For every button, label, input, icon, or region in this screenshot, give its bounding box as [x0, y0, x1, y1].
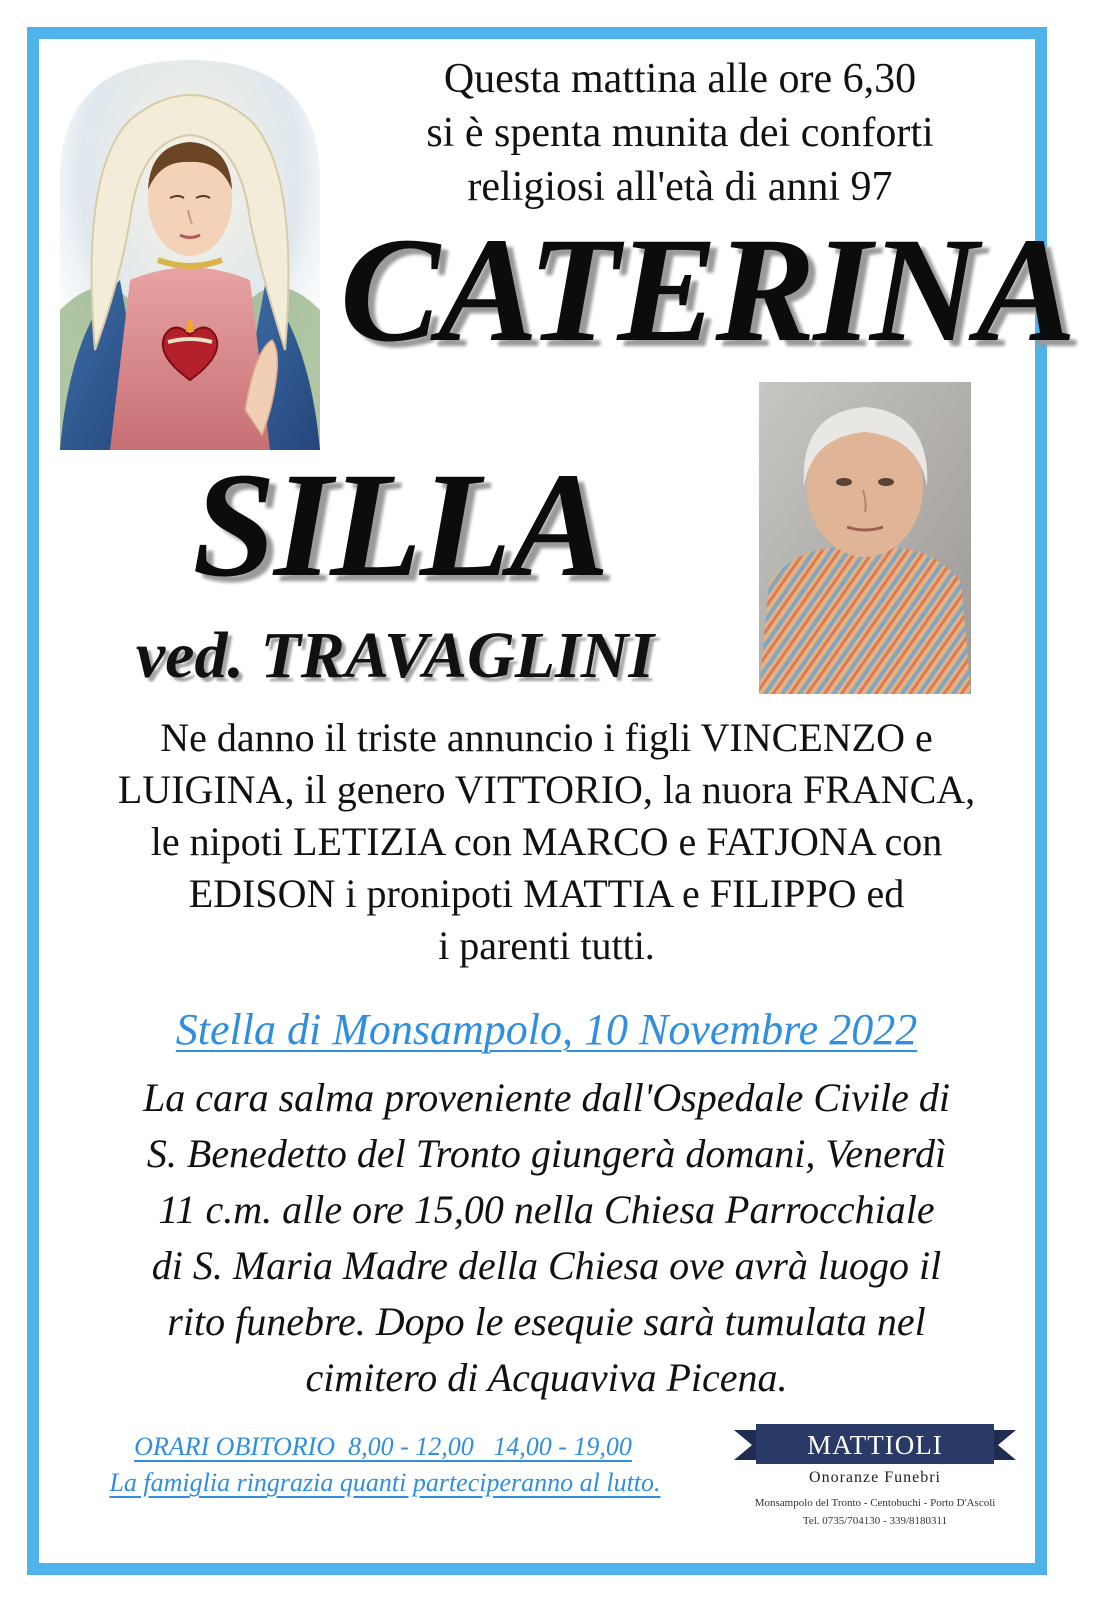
- funeral-home-logo: [734, 1416, 1016, 1526]
- announcement-line: LUIGINA, il genero VITTORIO, la nuora FRANCA,: [117, 767, 976, 812]
- details-line: S. Benedetto del Tronto giungerà domani, Venerdì: [146, 1131, 947, 1176]
- announcement-line: Ne danno il triste annuncio i figli VINCENZO e: [160, 715, 933, 760]
- funeral-home-subtitle: Onoranze Funebri: [809, 1469, 941, 1486]
- morgue-hours: ORARI OBITORIO 8,00 - 12,00 14,00 - 19,00: [134, 1432, 632, 1461]
- intro-line: religiosi all'età di anni 97: [467, 164, 893, 210]
- place-date: Stella di Monsampolo, 10 Novembre 2022: [175, 1005, 918, 1054]
- deceased-last-name: SILLA: [192, 442, 608, 608]
- deceased-married-name: ved. TRAVAGLINI: [135, 619, 655, 692]
- deceased-first-name: CATERINA: [340, 207, 1075, 373]
- announcement-line: EDISON i pronipoti MATTIA e FILIPPO ed: [188, 871, 905, 916]
- details-line: cimitero di Acquaviva Picena.: [305, 1355, 788, 1400]
- funeral-details: [40, 1070, 1053, 1406]
- family-thanks: La famiglia ringrazia quanti parteciperanno al lutto.: [109, 1468, 661, 1497]
- madonna-image: [40, 50, 340, 450]
- details-line: di S. Maria Madre della Chiesa ove avrà luogo il: [151, 1243, 942, 1288]
- intro-text: [355, 52, 1005, 214]
- funeral-home-phone: Tel. 0735/704130 - 339/8180311: [802, 1515, 948, 1527]
- details-line: La cara salma proveniente dall'Ospedale Civile di: [143, 1075, 950, 1120]
- announcement-line: i parenti tutti.: [438, 923, 655, 968]
- funeral-home-name: MATTIOLI: [807, 1430, 943, 1460]
- details-line: 11 c.m. alle ore 15,00 nella Chiesa Parrocchiale: [158, 1187, 935, 1232]
- funeral-home-locations: Monsampolo del Tronto - Centobuchi - Porto D'Ascoli: [754, 1497, 996, 1509]
- announcement-text: [40, 712, 1053, 972]
- deceased-photo: [759, 382, 971, 694]
- announcement-line: le nipoti LETIZIA con MARCO e FATJONA con: [150, 819, 943, 864]
- intro-line: Questa mattina alle ore 6,30: [443, 56, 917, 102]
- intro-line: si è spenta munita dei conforti: [426, 110, 934, 156]
- details-line: rito funebre. Dopo le esequie sarà tumulata nel: [167, 1299, 926, 1344]
